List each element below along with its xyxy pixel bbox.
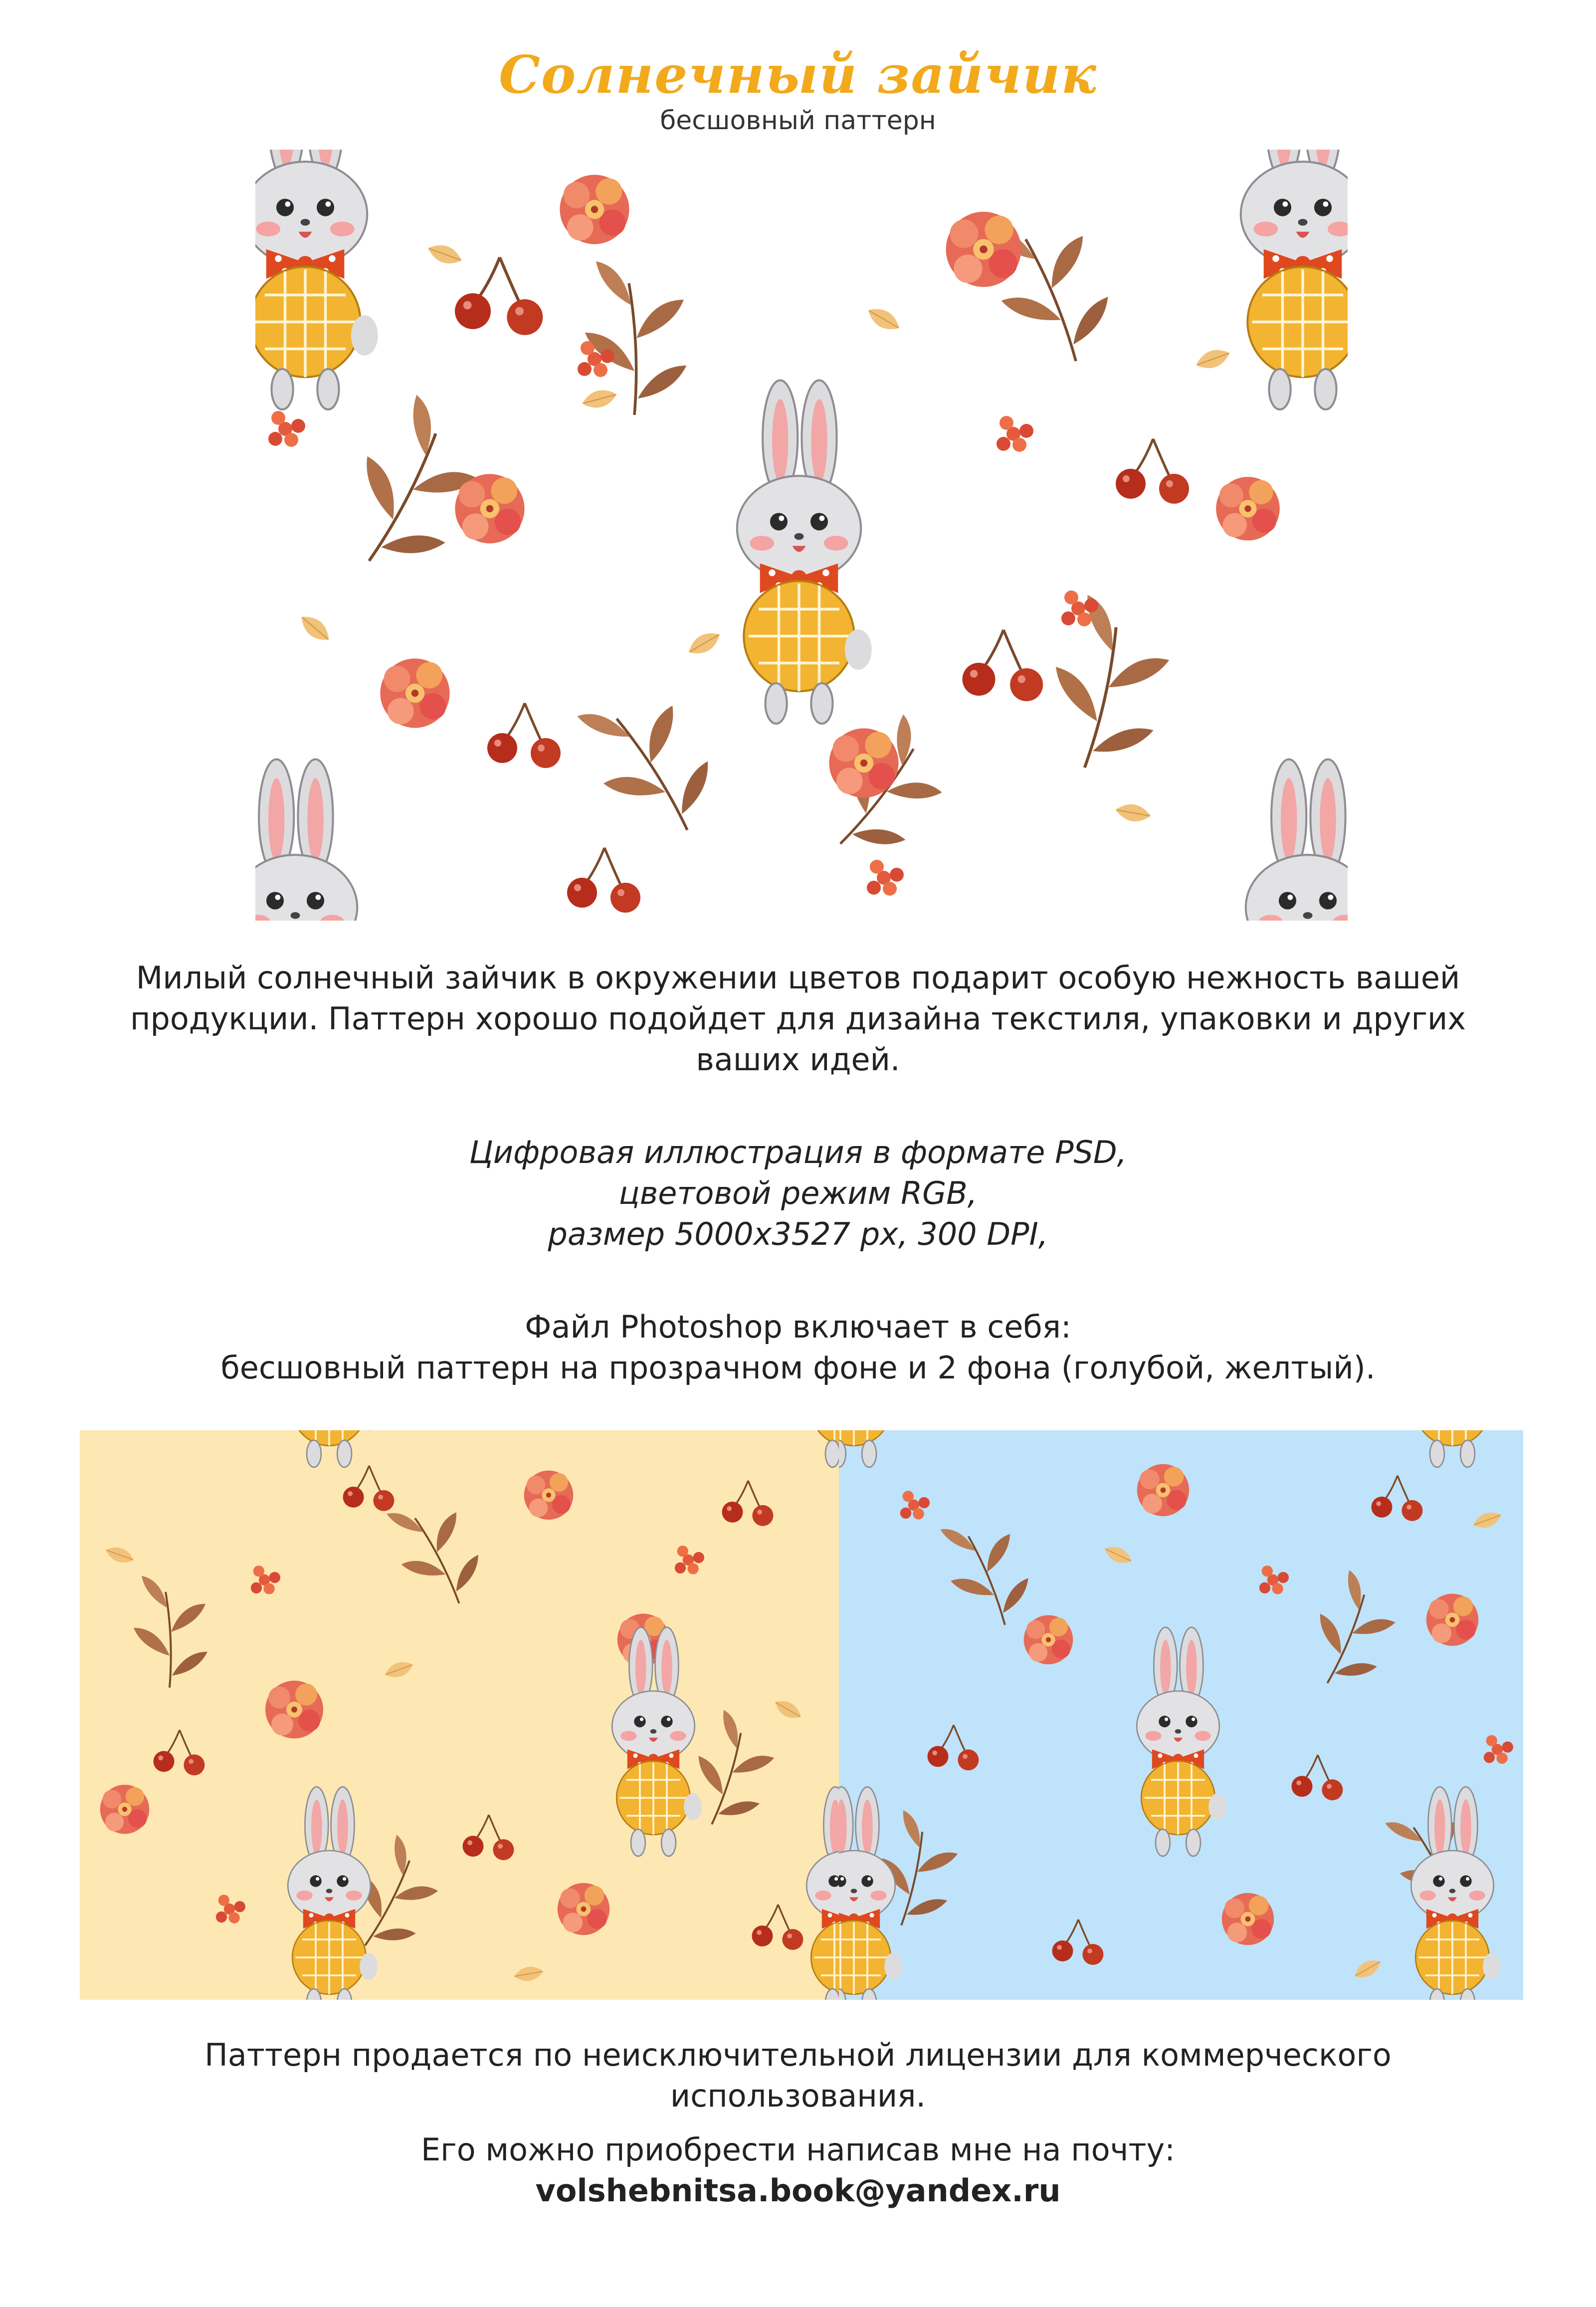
contact-block xyxy=(100,2129,1496,2211)
page-title: Солнечный зайчик xyxy=(499,44,1097,105)
email-link[interactable]: volshebnitsa.book@yandex.ru xyxy=(535,2172,1061,2209)
main-pattern-illustration xyxy=(255,150,1348,921)
description-line: ваших идей. xyxy=(696,1041,900,1078)
description-line: Милый солнечный зайчик в окружении цветов подарит особую нежность вашей xyxy=(136,960,1460,996)
license-line: Паттерн продается по неисключительной лицензии для коммерческого использования. xyxy=(204,2037,1392,2114)
contents-line: Файл Photoshop включает в себя: xyxy=(525,1309,1071,1345)
specs-line: размер 5000х3527 px, 300 DPI, xyxy=(548,1215,1048,1252)
description-text xyxy=(100,958,1496,1080)
contents-text xyxy=(100,1307,1496,1388)
contact-prompt: Его можно приобрести написав мне на почту: xyxy=(420,2131,1176,2168)
description-line: продукции. Паттерн хорошо подойдет для дизайна текстиля, упаковки и других xyxy=(130,1000,1466,1037)
specs-line: Цифровая иллюстрация в формате PSD, xyxy=(469,1134,1127,1170)
specs-text xyxy=(100,1132,1496,1254)
contents-line: бесшовный паттерн на прозрачном фоне и 2 фона (голубой, желтый). xyxy=(220,1349,1376,1386)
yellow-pattern-illustration xyxy=(80,1430,839,2000)
license-text xyxy=(100,2035,1496,2116)
blue-pattern-illustration xyxy=(839,1430,1523,2000)
page-subtitle: бесшовный паттерн xyxy=(660,106,936,136)
specs-line: цветовой режим RGB, xyxy=(618,1174,978,1211)
